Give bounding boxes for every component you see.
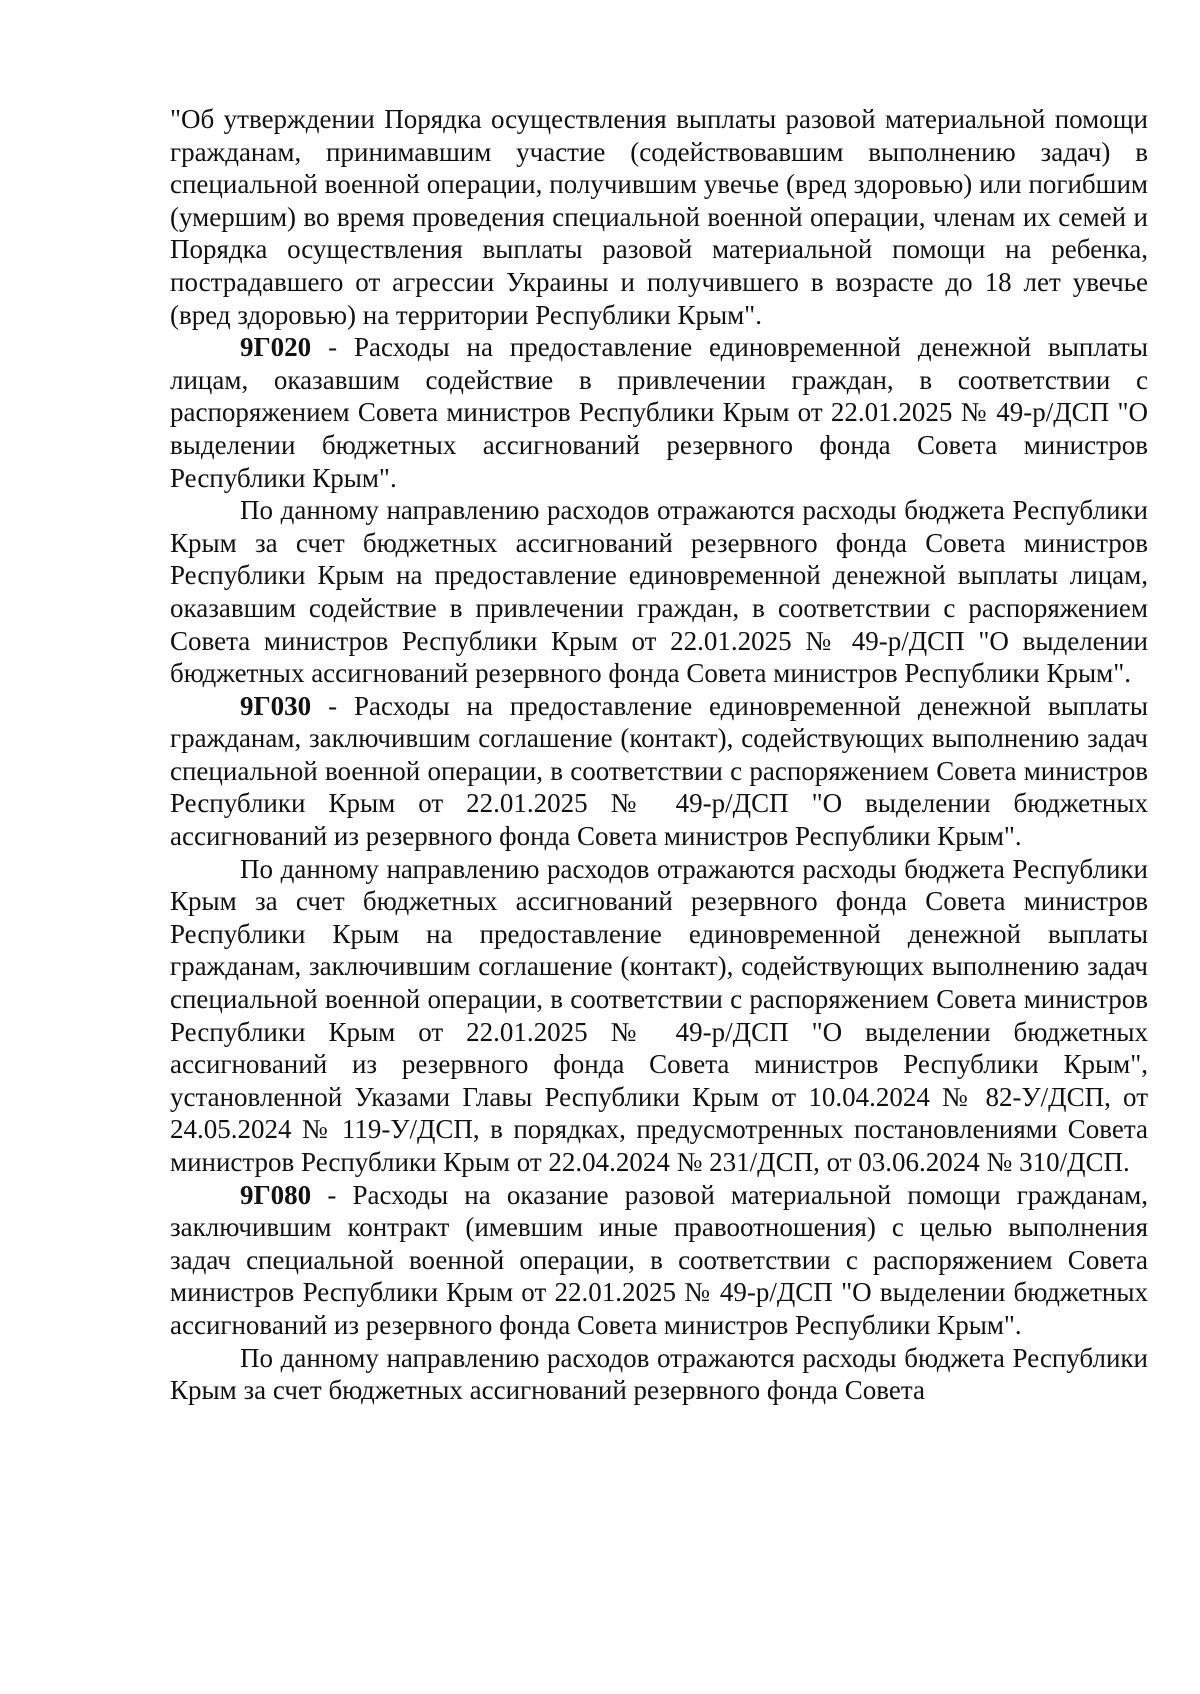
paragraph-text: - Расходы на оказание разовой материальной помощи гражданам, заключившим контракт (имевшим иные правоотношения) с целью выполнения задач специальной военной операции, в соответствии с распоряжением Совета министров Республики Крым от 22.01.2025 № 49-р/ДСП "О выделении бюджетных ассигнований из резервного фонда Совета министров Республики Крым". — [170, 1179, 1148, 1340]
paragraph-9g020-description — [170, 494, 1148, 690]
paragraph-text: - Расходы на предоставление единовременной денежной выплаты лицам, оказавшим содействие в привлечении граждан, в соответствии с распоряжением Совета министров Республики Крым от 22.01.2025 № 49-р/ДСП "О выделении бюджетных ассигнований резервного фонда Совета министров Республики Крым". — [170, 332, 1148, 493]
paragraph-text: По данному направлению расходов отражаются расходы бюджета Республики Крым за счет бюджетных ассигнований резервного фонда Совета министров Республики Крым на предоставление единовременной денежной выплаты лицам, оказавшим содействие в привлечении граждан, в соответствии с распоряжением Совета министров Республики Крым от 22.01.2025 № 49-р/ДСП "О выделении бюджетных ассигнований резервного фонда Совета министров Республики Крым". — [170, 495, 1148, 689]
paragraph-continuation — [170, 103, 1148, 331]
paragraph-text: По данному направлению расходов отражаются расходы бюджета Республики Крым за счет бюджетных ассигнований резервного фонда Совета министров Республики Крым на предоставление единовременной денежной выплаты гражданам, заключившим соглашение (контакт), содействующих выполнению задач специальной военной операции, в соответствии с распоряжением Совета министров Республики Крым от 22.01.2025 № 49-р/ДСП "О выделении бюджетных ассигнований из резервного фонда Совета министров Республики Крым", установленной Указами Главы Республики Крым от 10.04.2024 № 82-У/ДСП, от 24.05.2024 № 119-У/ДСП, в порядках, предусмотренных постановлениями Совета министров Республики Крым от 22.04.2024 № 231/ДСП, от 03.06.2024 № 310/ДСП. — [170, 853, 1148, 1177]
paragraph-9g030-description — [170, 853, 1148, 1179]
expense-code: 9Г020 — [240, 332, 312, 363]
paragraph-9g030 — [170, 690, 1148, 853]
paragraph-9g080 — [170, 1179, 1148, 1342]
paragraph-text: По данному направлению расходов отражаются расходы бюджета Республики Крым за счет бюджетных ассигнований резервного фонда Совета — [170, 1342, 1148, 1406]
document-body — [170, 103, 1148, 1407]
paragraph-9g020 — [170, 331, 1148, 494]
expense-code: 9Г080 — [240, 1179, 312, 1210]
expense-code: 9Г030 — [240, 690, 312, 721]
paragraph-text: - Расходы на предоставление единовременной денежной выплаты гражданам, заключившим соглашение (контакт), содействующих выполнению задач специальной военной операции, в соответствии с распоряжением Совета министров Республики Крым от 22.01.2025 № 49-р/ДСП "О выделении бюджетных ассигнований из резервного фонда Совета министров Республики Крым". — [170, 690, 1148, 852]
paragraph-9g080-description — [170, 1342, 1148, 1407]
paragraph-text: "Об утверждении Порядка осуществления выплаты разовой материальной помощи гражданам, принимавшим участие (содействовавшим выполнению задач) в специальной военной операции, получившим увечье (вред здоровью) или погибшим (умершим) во время проведения специальной военной операции, членам их семей и Порядка осуществления выплаты разовой материальной помощи на ребенка, пострадавшего от агрессии Украины и получившего в возрасте до 18 лет увечье (вред здоровью) на территории Республики Крым". — [170, 104, 1148, 330]
